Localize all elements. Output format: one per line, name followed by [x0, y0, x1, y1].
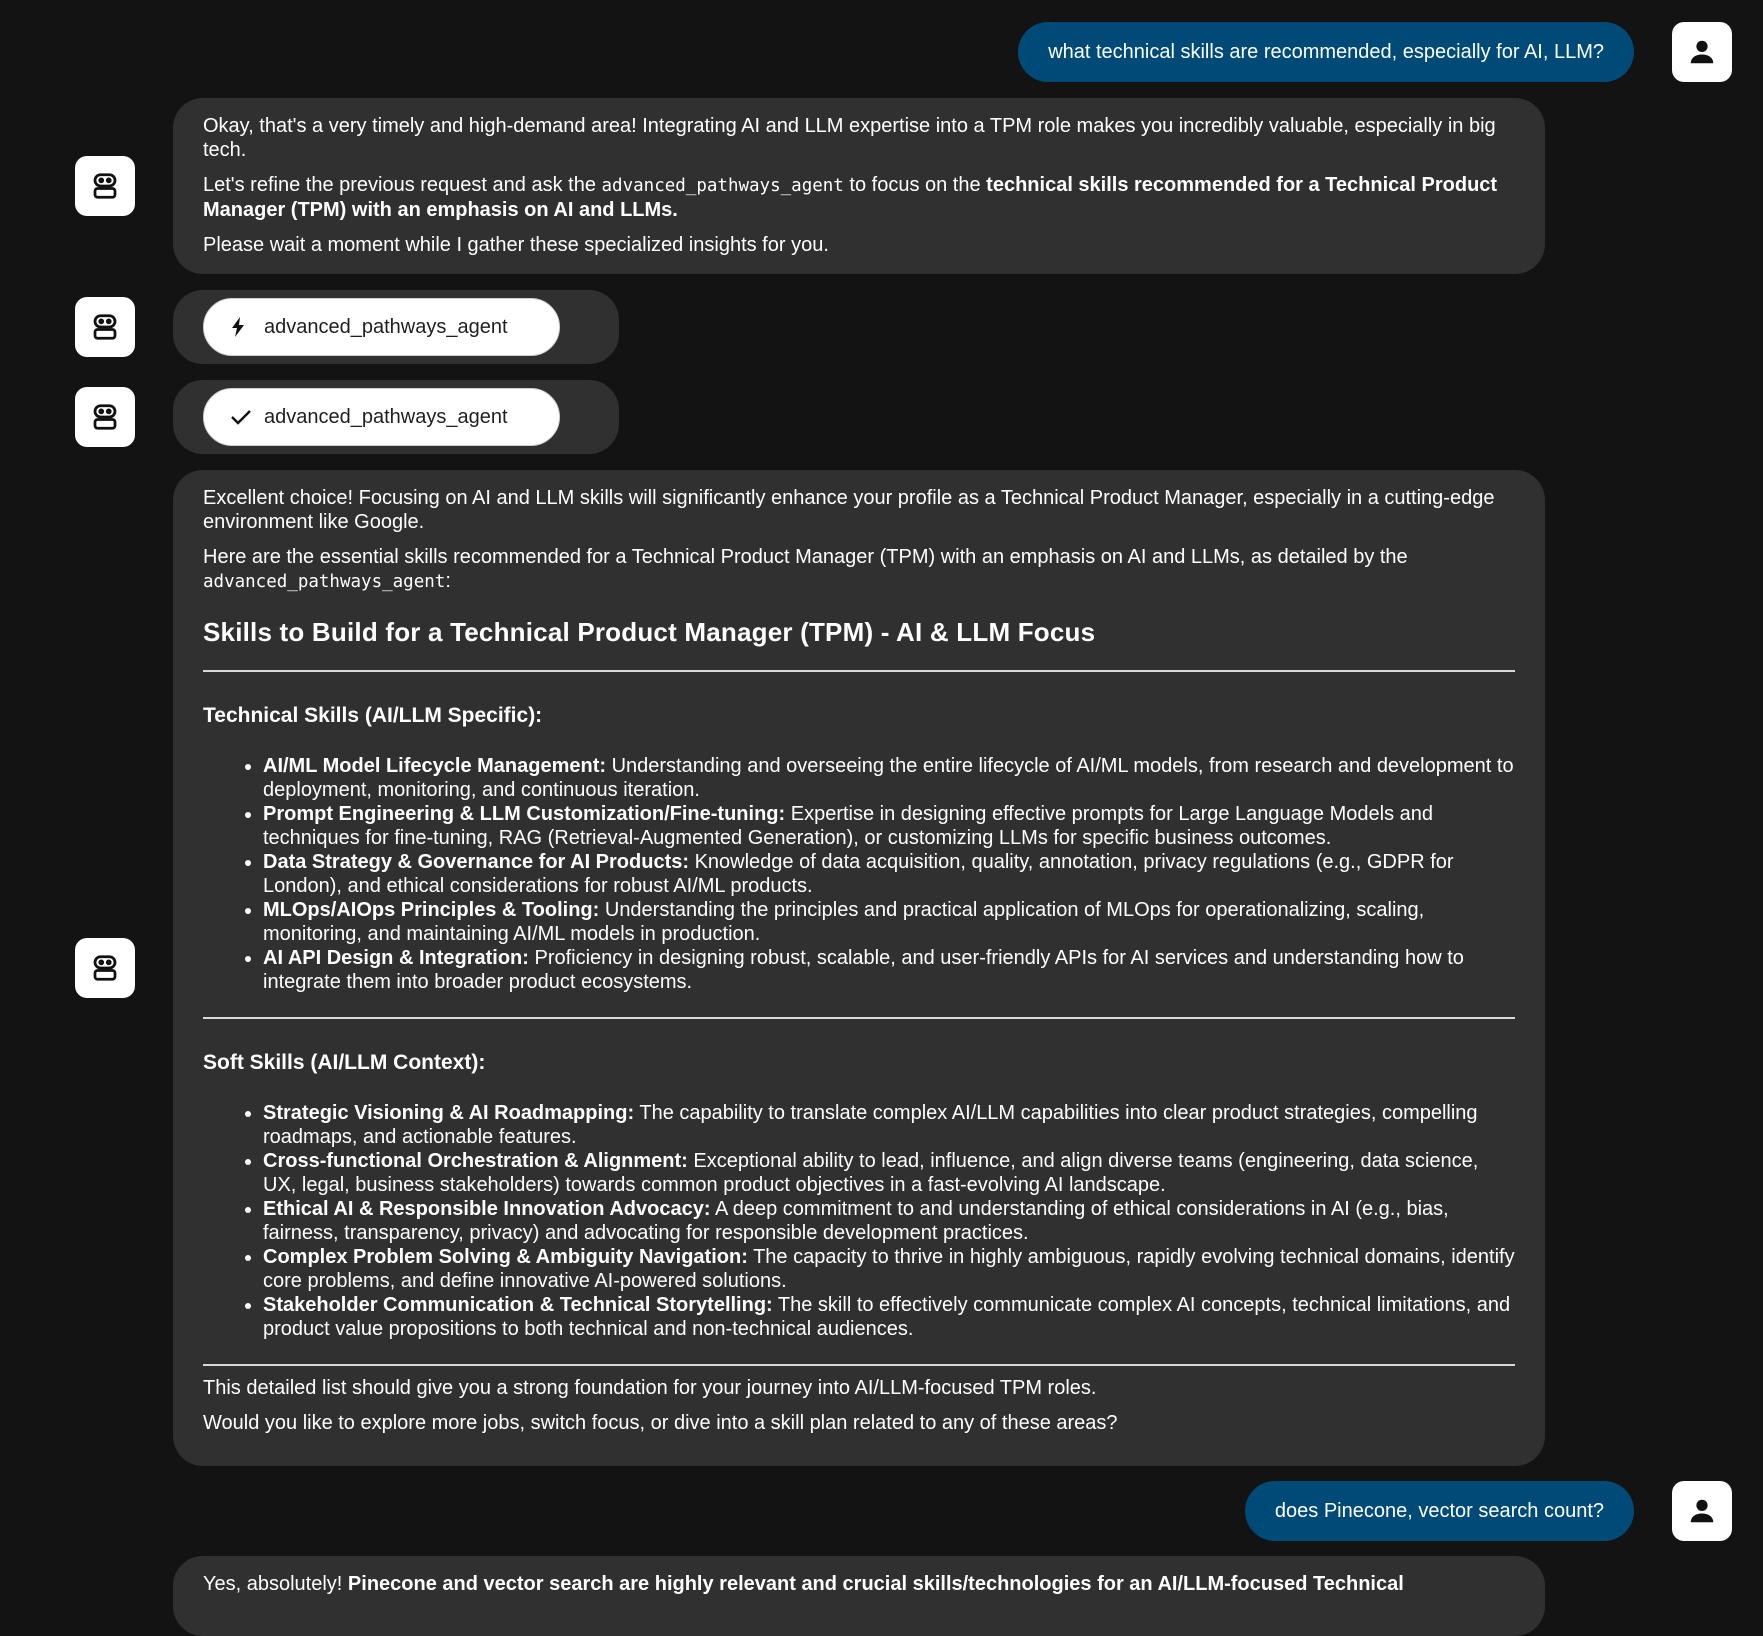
- tool-result-chip[interactable]: [203, 388, 560, 446]
- robot-icon: [90, 171, 120, 201]
- message-paragraph: Excellent choice! Focusing on AI and LLM skills will significantly enhance your profile as a Technical Product Manager, especially in a cutting-edge environment like Google.: [203, 487, 1495, 533]
- user-message-text: what technical skills are recommended, especially for AI, LLM?: [1048, 40, 1604, 63]
- list-item: • Strategic Visioning & AI Roadmapping: The capability to translate complex AI/LLM capabilities into clear product strategies, compelling roadmaps, and actionable features.: [263, 1101, 1515, 1149]
- bot-avatar: [75, 156, 135, 216]
- message-paragraph: Let's refine the previous request and ask the advanced_pathways_agent to focus on the technical skills recommended for a Technical Product Manager (TPM) with an emphasis on AI and LLMs.: [203, 174, 1498, 221]
- assistant-message: [173, 470, 1545, 1466]
- list-item: • AI API Design & Integration: Proficiency in designing robust, scalable, and user-friendly APIs for AI services and understanding how to integrate them into broader product ecosystems.: [263, 946, 1515, 994]
- soft-skills-list: [203, 1101, 1515, 1341]
- agent-name-code: advanced_pathways_agent: [601, 176, 844, 196]
- list-item: • Data Strategy & Governance for AI Products: Knowledge of data acquisition, quality, annotation, privacy regulations (e.g., GDPR for London), and ethical considerations for robust AI/ML products.: [263, 850, 1515, 898]
- assistant-message: [173, 98, 1545, 274]
- list-item: • Cross-functional Orchestration & Alignment: Exceptional ability to lead, influence, and align diverse teams (engineering, data science, UX, legal, business stakeholders) towards common product objectives in a fast-evolving AI landscape.: [263, 1149, 1515, 1197]
- person-icon: [1687, 37, 1717, 67]
- list-item: • AI/ML Model Lifecycle Management: Understanding and overseeing the entire lifecycle of AI/ML models, from research and development to deployment, monitoring, and continuous iteration.: [263, 754, 1515, 802]
- technical-skills-heading: Technical Skills (AI/LLM Specific):: [203, 704, 543, 727]
- list-item: • MLOps/AIOps Principles & Tooling: Understanding the principles and practical application of MLOps for operationalizing, scaling, monitoring, and maintaining AI/ML models in production.: [263, 898, 1515, 946]
- robot-icon: [90, 312, 120, 342]
- robot-icon: [90, 953, 120, 983]
- skills-heading: Skills to Build for a Technical Product Manager (TPM) - AI & LLM Focus: [203, 617, 1096, 647]
- list-item: • Prompt Engineering & LLM Customization/Fine-tuning: Expertise in designing effective prompts for Large Language Models and techniques for fine-tuning, RAG (Retrieval-Augmented Generation), or customizing LLMs for specific business outcomes.: [263, 802, 1515, 850]
- tool-result-label: advanced_pathways_agent: [264, 405, 508, 428]
- message-paragraph: Okay, that's a very timely and high-demand area! Integrating AI and LLM expertise into a TPM role makes you incredibly valuable, especially in big tech.: [203, 115, 1496, 161]
- divider: [203, 1364, 1515, 1366]
- user-avatar: [1672, 1481, 1732, 1541]
- assistant-message: [173, 1556, 1545, 1636]
- bot-avatar: [75, 938, 135, 998]
- agent-name-code: advanced_pathways_agent: [203, 572, 446, 592]
- person-icon: [1687, 1496, 1717, 1526]
- check-icon: [230, 408, 264, 426]
- message-paragraph: Yes, absolutely! Pinecone and vector search are highly relevant and crucial skills/technologies for an AI/LLM-focused Technical: [203, 1573, 1404, 1595]
- tool-call-message: [173, 290, 619, 364]
- message-paragraph: Here are the essential skills recommended for a Technical Product Manager (TPM) with an emphasis on AI and LLMs, as detailed by the advanced_pathways_agent:: [203, 546, 1408, 592]
- robot-icon: [90, 402, 120, 432]
- list-item: • Ethical AI & Responsible Innovation Advocacy: A deep commitment to and understanding of ethical considerations in AI (e.g., bias, fairness, transparency, privacy) and advocating for responsible development practices.: [263, 1197, 1515, 1245]
- bot-avatar: [75, 297, 135, 357]
- user-message: [1018, 22, 1634, 82]
- user-avatar: [1672, 22, 1732, 82]
- soft-skills-heading: Soft Skills (AI/LLM Context):: [203, 1051, 486, 1074]
- user-message-text: does Pinecone, vector search count?: [1274, 1499, 1604, 1522]
- tool-result-message: [173, 380, 619, 454]
- message-paragraph: Would you like to explore more jobs, switch focus, or dive into a skill plan related to any of these areas?: [203, 1412, 1118, 1434]
- list-item: • Complex Problem Solving & Ambiguity Navigation: The capacity to thrive in highly ambiguous, rapidly evolving technical domains, identify core problems, and define innovative AI-powered solutions.: [263, 1245, 1515, 1293]
- bot-avatar: [75, 387, 135, 447]
- divider: [203, 670, 1515, 672]
- divider: [203, 1017, 1515, 1019]
- list-item: • Stakeholder Communication & Technical Storytelling: The skill to effectively communicate complex AI concepts, technical limitations, and product value propositions to both technical and non-technical audiences.: [263, 1293, 1515, 1341]
- message-paragraph: This detailed list should give you a strong foundation for your journey into AI/LLM-focused TPM roles.: [203, 1377, 1097, 1399]
- message-paragraph: Please wait a moment while I gather these specialized insights for you.: [203, 234, 829, 256]
- user-message: [1245, 1481, 1634, 1541]
- tool-call-chip[interactable]: [203, 298, 560, 356]
- bolt-icon: [230, 317, 264, 337]
- technical-skills-list: [203, 754, 1515, 994]
- tool-call-label: advanced_pathways_agent: [264, 315, 508, 338]
